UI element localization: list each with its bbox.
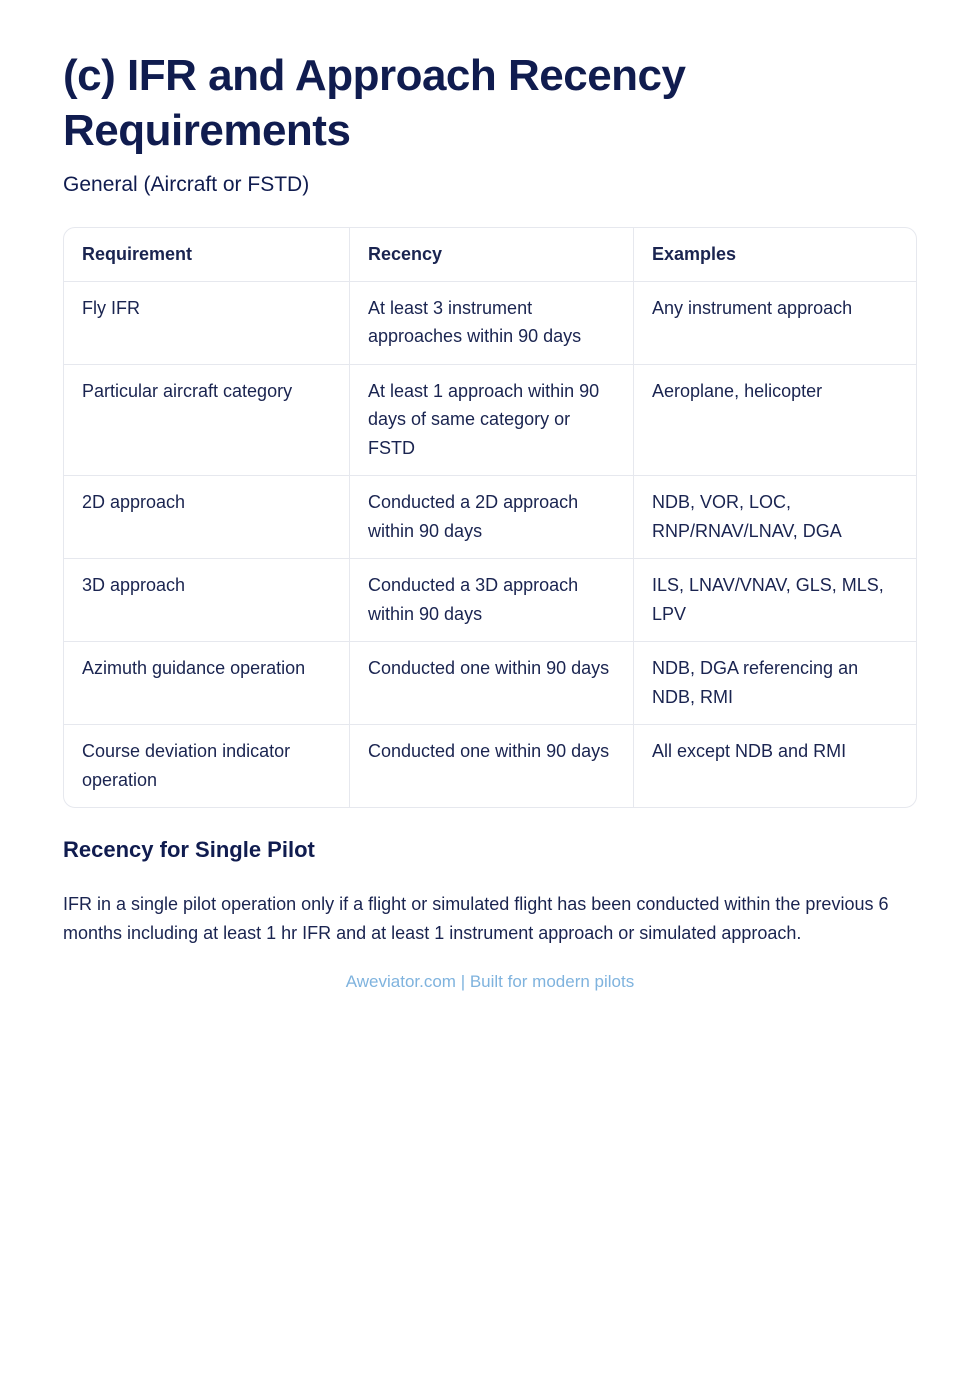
page-title: (c) IFR and Approach Recency Requirements: [63, 51, 686, 155]
recency-cell: Conducted one within 90 days: [349, 725, 633, 807]
examples-cell: ILS, LNAV/VNAV, GLS, MLS, LPV: [633, 559, 916, 641]
column-header-recency: Recency: [349, 228, 633, 281]
requirement-cell: Azimuth guidance operation: [82, 658, 306, 678]
column-header-requirement: Requirement: [82, 244, 193, 264]
examples-cell: NDB, VOR, LOC, RNP/RNAV/LNAV, DGA: [633, 476, 916, 558]
table-row: [64, 475, 916, 558]
requirement-cell: Particular aircraft category: [82, 380, 293, 401]
single-pilot-text: IFR in a single pilot operation only if a flight or simulated flight has been conducted within the previous 6 months including at least 1 hr IFR and at least 1 instrument approach or simulated approach.: [63, 894, 889, 943]
footer-credit: Aweviator.com | Built for modern pilots: [345, 972, 635, 991]
examples-cell: All except NDB and RMI: [633, 725, 916, 807]
recency-cell: Conducted a 3D approach within 90 days: [349, 559, 633, 641]
examples-cell: Aeroplane, helicopter: [633, 365, 916, 476]
table-row: [64, 641, 916, 724]
examples-cell: NDB, DGA referencing an NDB, RMI: [633, 642, 916, 724]
recency-cell: Conducted one within 90 days: [349, 642, 633, 724]
requirement-cell: 2D approach: [82, 492, 186, 512]
table-header-row: [64, 228, 916, 281]
table-row: [64, 364, 916, 476]
single-pilot-heading: Recency for Single Pilot: [63, 837, 315, 862]
document-page: [63, 48, 917, 993]
requirement-cell: Fly IFR: [82, 297, 140, 318]
examples-cell: Any instrument approach: [633, 282, 916, 364]
section-subtitle: General (Aircraft or FSTD): [63, 173, 310, 196]
recency-cell: Conducted a 2D approach within 90 days: [349, 476, 633, 558]
recency-cell: At least 1 approach within 90 days of same category or FSTD: [349, 365, 633, 476]
requirement-cell: 3D approach: [82, 575, 186, 595]
table-row: [64, 281, 916, 364]
recency-table: [63, 227, 917, 808]
column-header-examples: Examples: [633, 228, 916, 281]
requirement-cell: Course deviation indicator operation: [82, 741, 291, 790]
recency-cell: At least 3 instrument approaches within 90 days: [349, 282, 633, 364]
table-row: [64, 558, 916, 641]
table-row: [64, 724, 916, 807]
